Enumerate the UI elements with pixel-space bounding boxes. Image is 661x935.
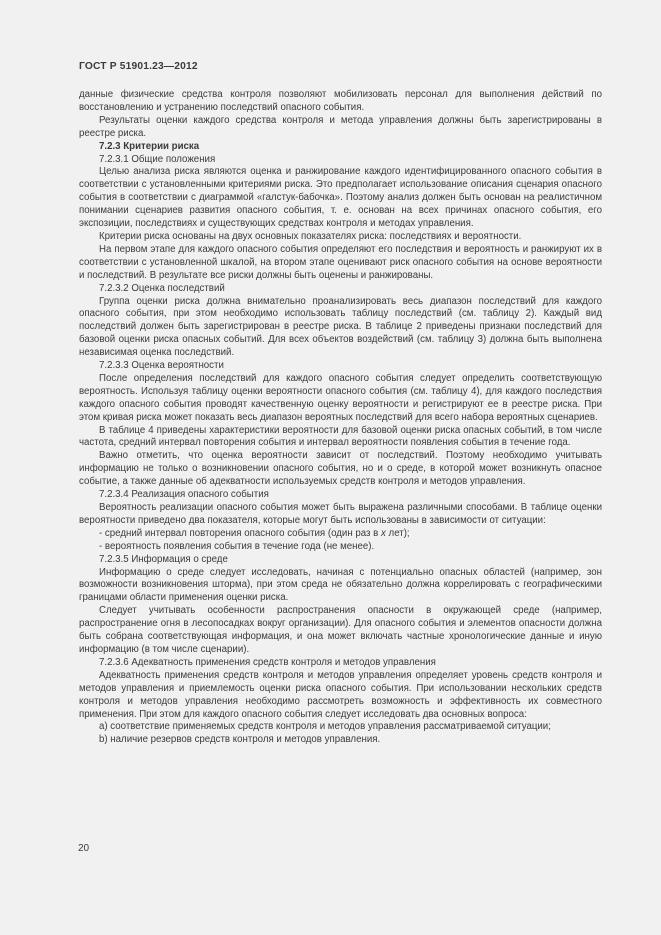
paragraph: Результаты оценки каждого средства контроля и метода управления должны быть зарегистрированы в реестре риска. [79,114,602,139]
list-item: - вероятность появления события в течение года (не менее). [99,540,375,552]
list-item-text: - средний интервал повторения опасного события (один раз в [99,527,382,539]
subsection-heading: 7.2.3.1 Общие положения [99,153,216,165]
standard-number-header: ГОСТ Р 51901.23—2012 [79,61,198,72]
list-item: a) соответствие применяемых средств контроля и методов управления рассматриваемой ситуации; [99,721,551,733]
paragraph: После определения последствий для каждого опасного события следует определить соответствующую вероятность. Используя таблицу оценки вероятности опасного события (см. таблицу 4), для каждого последствия каждого опасного события проводят качественную оценку вероятности и регистрируют ее в реестре риска. При этом кривая риска может показать весь диапазон вероятных последствий для всего набора вероятных сценариев. [79,372,602,423]
variable-x: x [381,527,386,539]
section-heading: 7.2.3 Критерии риска [99,140,200,152]
subsection-heading: 7.2.3.6 Адекватность применения средств контроля и методов управления [99,656,436,668]
document-body [79,89,602,747]
subsection-heading: 7.2.3.5 Информация о среде [99,553,228,565]
subsection-heading: 7.2.3.4 Реализация опасного события [99,489,269,501]
paragraph: Вероятность реализации опасного события может быть выражена различными способами. В таблице оценки вероятности приведено два показателя, которые могут быть использованы в зависимости от ситуации: [79,502,602,526]
page-number: 20 [78,843,90,854]
paragraph: Группа оценки риска должна внимательно проанализировать весь диапазон последствий для каждого опасного события, при этом необходимо использовать таблицу последствий (см. таблицу 2). Каждый вид последствий должен быть зарегистрирован в реестре риска. В таблице 2 приведены признаки последствий для базовой оценки риска опасных событий. Для всех объектов воздействий (см. таблицу 3) должна быть выполнена независимая оценка последствий. [79,295,602,359]
paragraph: На первом этапе для каждого опасного события определяют его последствия и вероятность и ранжируют их в соответствии с установленной шкалой, на втором этапе оценивают риск опасного события на основе вероятности и последствий. В результате все риски должны быть оценены и ранжированы. [79,243,602,281]
list-item: b) наличие резервов средств контроля и методов управления. [99,734,381,746]
paragraph: Информацию о среде следует исследовать, начиная с потенциально опасных областей (например, зон возможности возникновения шторма), при этом среда не обязательно должна коррелировать с географическими границами области применения оценки риска. [79,566,602,604]
paragraph: Адекватность применения средств контроля и методов управления определяет уровень средств контроля и методов управления и приемлемость оценки риска опасного события. При использовании нескольких средств контроля и методов управления необходимо рассмотреть возможность и эффективность их совместного применения. При этом для каждого опасного события следует исследовать два основных вопроса: [79,669,602,720]
list-item [79,528,602,541]
paragraph: данные физические средства контроля позволяют мобилизовать персонал для выполнения действий по восстановлению и устранению последствий опасного события. [79,89,602,113]
paragraph: В таблице 4 приведены характеристики вероятности для базовой оценки риска опасных событий, в том числе частота, средний интервал повторения события и интервал вероятности появления события в течение года. [79,424,602,449]
paragraph: Критерии риска основаны на двух основных показателях риска: последствиях и вероятности. [99,230,522,242]
subsection-heading: 7.2.3.2 Оценка последствий [99,282,225,294]
list-item-text: лет); [385,527,410,539]
paragraph: Следует учитывать особенности распространения опасности в окружающей среде (например, распространение огня в лесопосадках вокруг организации). Для опасного события и элементов опасности должна быть собрана соответствующая информация, и она может включать частные хронологические данные и иную информацию (в том числе сценарии). [79,605,602,655]
paragraph: Важно отметить, что оценка вероятности зависит от последствий. Поэтому необходимо учитывать информацию не только о возникновении опасного события, но и о среде, в которой может возникнуть опасное событие, а также данные об адекватности используемых средств контроля и методов управления. [79,450,602,488]
paragraph: Целью анализа риска являются оценка и ранжирование каждого идентифицированного опасного события в соответствии с установленными критериями риска. Это предполагает использование описания сценария опасного события в соответствии с диаграммой «галстук-бабочка». Поэтому анализ должен быть основан на реалистичном понимании сценариев развития опасного события, т. е. основан на всех причинах опасного события, его экспозиции, последствиях и существующих средствах контроля и методах управления. [79,166,602,230]
subsection-heading: 7.2.3.3 Оценка вероятности [99,360,224,372]
